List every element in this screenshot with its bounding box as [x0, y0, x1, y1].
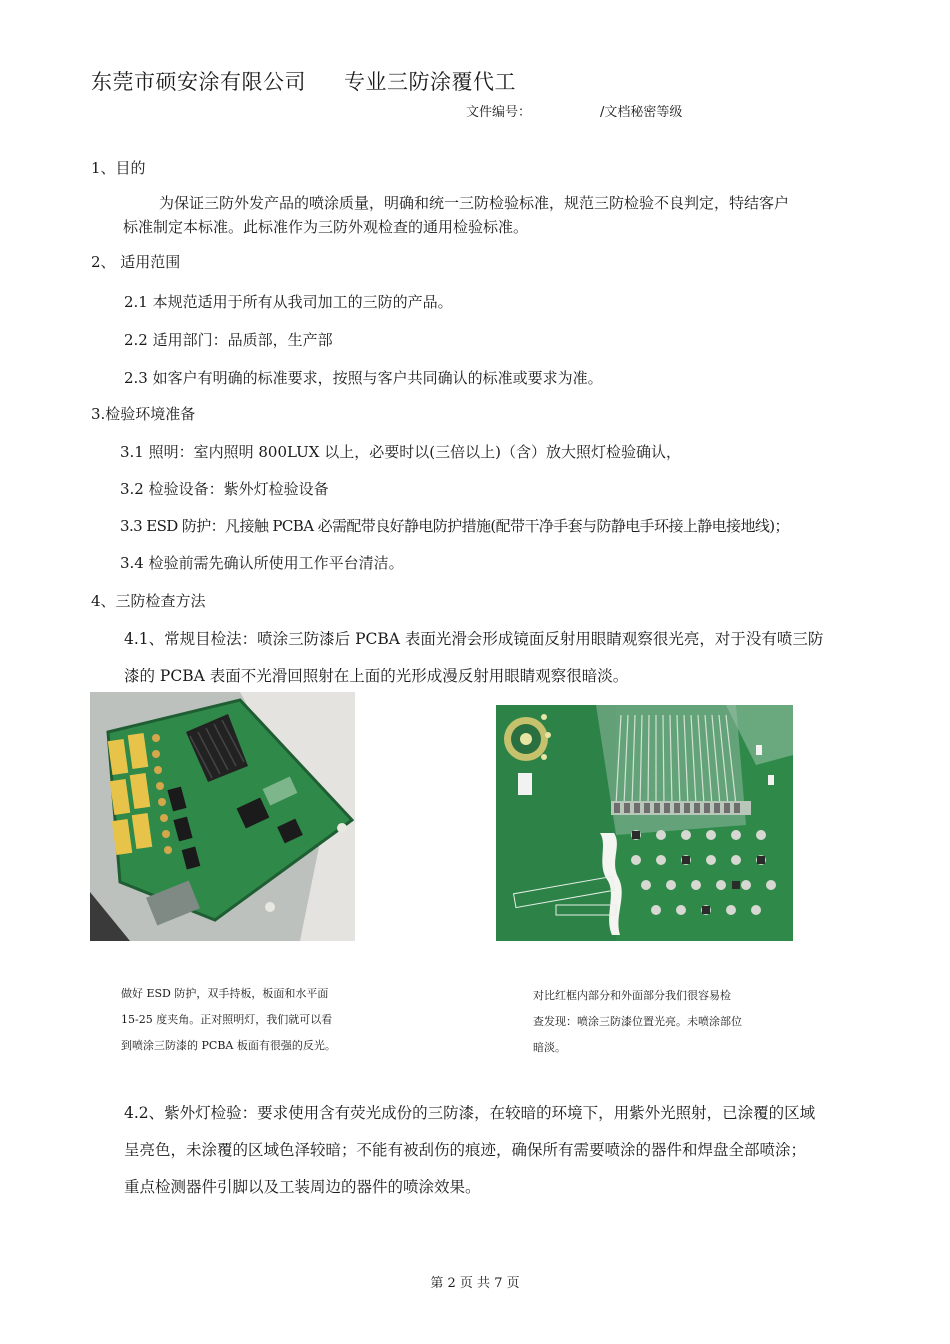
- company-slogan: 专业三防涂覆代工: [344, 70, 516, 94]
- page-number: 第 2 页 共 7 页: [430, 1276, 520, 1291]
- method-2-line-3: 重点检测器件引脚以及工装周边的器件的喷涂效果。: [124, 1178, 481, 1196]
- section-3-title: 3.检验环境准备: [91, 405, 196, 423]
- right-caption-line-3: 暗淡。: [533, 1041, 566, 1054]
- method-2-line-1: 4.2、紫外灯检验：要求使用含有荧光成份的三防漆，在较暗的环境下，用紫外光照射，已涂覆的区域: [124, 1104, 816, 1122]
- pcba-closeup-image: [496, 705, 793, 941]
- section-2-title: 2、 适用范围: [91, 253, 181, 271]
- section-2-item-1: 2.1 本规范适用于所有从我司加工的三防的产品。: [124, 293, 453, 311]
- secrecy-level-label: /文档秘密等级: [600, 105, 683, 120]
- section-3-item-2: 3.2 检验设备：紫外灯检验设备: [120, 480, 329, 498]
- left-caption-line-1: 做好 ESD 防护，双手持板，板面和水平面: [121, 987, 329, 1000]
- section-1-line-2: 标准制定本标准。此标准作为三防外观检查的通用检验标准。: [123, 218, 529, 236]
- section-2-item-3: 2.3 如客户有明确的标准要求，按照与客户共同确认的标准或要求为准。: [124, 369, 603, 387]
- section-3-item-1: 3.1 照明：室内照明 800LUX 以上，必要时以(三倍以上)（含）放大照灯检验确认，: [120, 443, 681, 461]
- pcba-handheld-image: [90, 692, 355, 941]
- method-2-line-2: 呈亮色，未涂覆的区域色泽较暗；不能有被刮伤的痕迹，确保所有需要喷涂的器件和焊盘全部喷涂；: [124, 1141, 807, 1159]
- right-photo-caption: [533, 983, 742, 1061]
- left-caption-line-3: 到喷涂三防漆的 PCBA 板面有很强的反光。: [121, 1039, 336, 1052]
- document-header-title: [91, 66, 516, 96]
- left-photo-caption: [121, 981, 336, 1059]
- section-3-item-4: 3.4 检验前需先确认所使用工作平台清洁。: [120, 554, 404, 572]
- method-1-line-2: 漆的 PCBA 表面不光滑回照射在上面的光形成漫反射用眼睛观察很暗淡。: [124, 667, 629, 685]
- pcba-handheld-photo: [90, 692, 355, 941]
- section-2-item-2: 2.2 适用部门：品质部，生产部: [124, 331, 333, 349]
- section-1-line-1: 为保证三防外发产品的喷涂质量，明确和统一三防检验标准，规范三防检验不良判定，特结客户: [159, 194, 790, 212]
- method-1-line-1: 4.1、常规目检法：喷涂三防漆后 PCBA 表面光滑会形成镜面反射用眼睛观察很光亮，对于没有喷三防: [124, 630, 824, 648]
- section-4-title: 4、三防检查方法: [91, 592, 206, 610]
- right-caption-line-1: 对比红框内部分和外面部分我们很容易检: [533, 989, 731, 1002]
- left-caption-line-2: 15-25 度夹角。正对照明灯，我们就可以看: [121, 1013, 333, 1026]
- right-caption-line-2: 查发现：喷涂三防漆位置光亮。未喷涂部位: [533, 1015, 742, 1028]
- company-name: 东莞市硕安涂有限公司: [91, 70, 306, 94]
- section-1-title: 1、目的: [91, 159, 146, 177]
- section-3-item-3: 3.3 ESD 防护：凡接触 PCBA 必需配带良好静电防护措施(配带干净手套与防静电手环接上静电接地线)；: [120, 517, 789, 535]
- pcba-closeup-photo: [496, 705, 793, 941]
- doc-number-label: 文件编号：: [466, 105, 532, 120]
